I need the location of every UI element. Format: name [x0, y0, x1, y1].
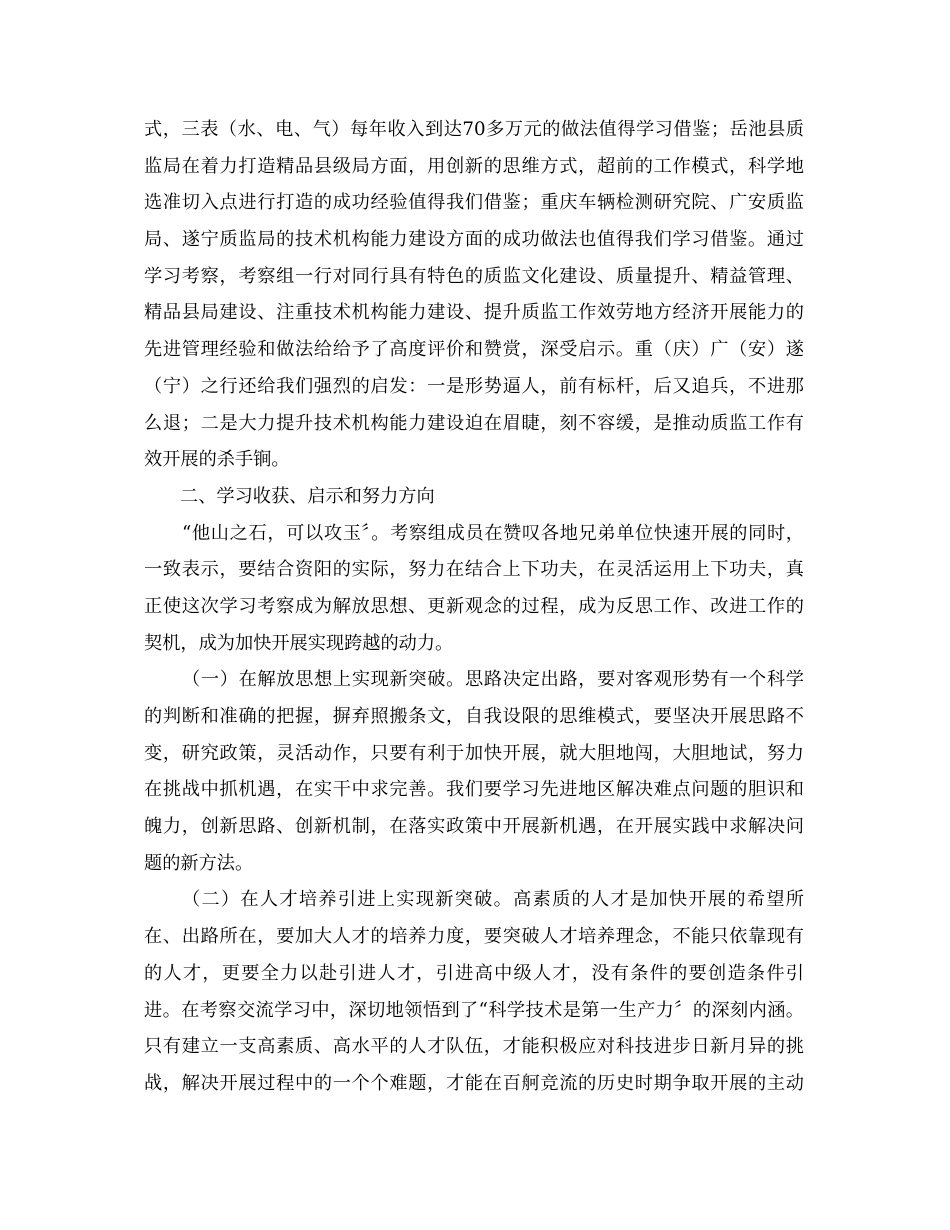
paragraph-line: 魄力，创新思路、创新机制，在落实政策中开展新机遇，在开展实践中求解决问: [144, 816, 804, 838]
paragraph-line-last: 题的新方法。: [144, 852, 254, 874]
paragraph-line: 局、遂宁质监局的技术机构能力建设方面的成功做法也值得我们学习借鉴。通过: [144, 229, 804, 251]
paragraph-line: 学习考察，考察组一行对同行具有特色的质监文化建设、质量提升、精益管理、: [144, 265, 804, 287]
paragraph-line: 的人才，更要全力以赴引进人才，引进高中级人才，没有条件的要创造条件引: [144, 962, 804, 984]
paragraph-line: 正使这次学习考察成为解放思想、更新观念的过程，成为反思工作、改进工作的: [144, 595, 804, 617]
paragraph-line-first: （一）在解放思想上实现新突破。思路决定出路，要对客观形势有一个科学: [182, 669, 804, 691]
paragraph-line: 监局在着力打造精品县级局方面，用创新的思维方式，超前的工作模式，科学地: [144, 155, 804, 177]
paragraph-line: 精品县局建设、注重技术机构能力建设、提升质监工作效劳地方经济开展能力的: [144, 302, 804, 324]
document-page: [144, 112, 804, 1103]
paragraph-line-last: 效开展的杀手锏。: [144, 449, 290, 471]
paragraph-line: 的判断和准确的把握，摒弃照搬条文，自我设限的思维模式，要坚决开展思路不: [144, 706, 804, 727]
paragraph-line: 选准切入点进行打造的成功经验值得我们借鉴；重庆车辆检测研究院、广安质监: [144, 192, 804, 214]
paragraph-line: （宁）之行还给我们强烈的启发：一是形势逼人，前有标杆，后又追兵，不进那: [144, 375, 804, 397]
paragraph-line: 只有建立一支高素质、高水平的人才队伍，才能积极应对科技进步日新月异的挑: [144, 1036, 804, 1058]
paragraph-line: 么退；二是大力提升技术机构能力建设迫在眉睫，刻不容缓，是推动质监工作有: [144, 412, 804, 434]
paragraph-line: 战，解决开展过程中的一个个难题，才能在百舸竞流的历史时期争取开展的主动: [144, 1072, 804, 1094]
paragraph-line: 在、出路所在，要加大人才的培养力度，要突破人才培养理念，不能只依靠现有: [144, 926, 804, 948]
paragraph-line: 式，三表（水、电、气）每年收入到达70多万元的做法值得学习借鉴；岳池县质: [144, 119, 804, 140]
paragraph-line-first: “他山之石，可以攻玉〞。考察组成员在赞叹各地兄弟单位快速开展的同时，: [182, 522, 804, 544]
paragraph-line: 一致表示，要结合资阳的实际，努力在结合上下功夫，在灵活运用上下功夫，真: [144, 559, 804, 581]
paragraph-line: 先进管理经验和做法给给予了高度评价和赞赏，深受启示。重（庆）广（安）遂: [144, 339, 804, 361]
section-heading: 二、学习收获、启示和努力方向: [180, 485, 435, 507]
paragraph-line-last: 契机，成为加快开展实现跨越的动力。: [144, 632, 454, 654]
paragraph-line: 变，研究政策，灵活动作，只要有利于加快开展，就大胆地闯，大胆地试，努力: [144, 742, 804, 764]
paragraph-line-first: （二）在人才培养引进上实现新突破。高素质的人才是加快开展的希望所: [182, 889, 804, 911]
paragraph-line: 进。在考察交流学习中，深切地领悟到了“科学技术是第一生产力〞的深刻内涵。: [144, 999, 804, 1021]
paragraph-line: 在挑战中抓机遇，在实干中求完善。我们要学习先进地区解决难点问题的胆识和: [144, 779, 804, 801]
